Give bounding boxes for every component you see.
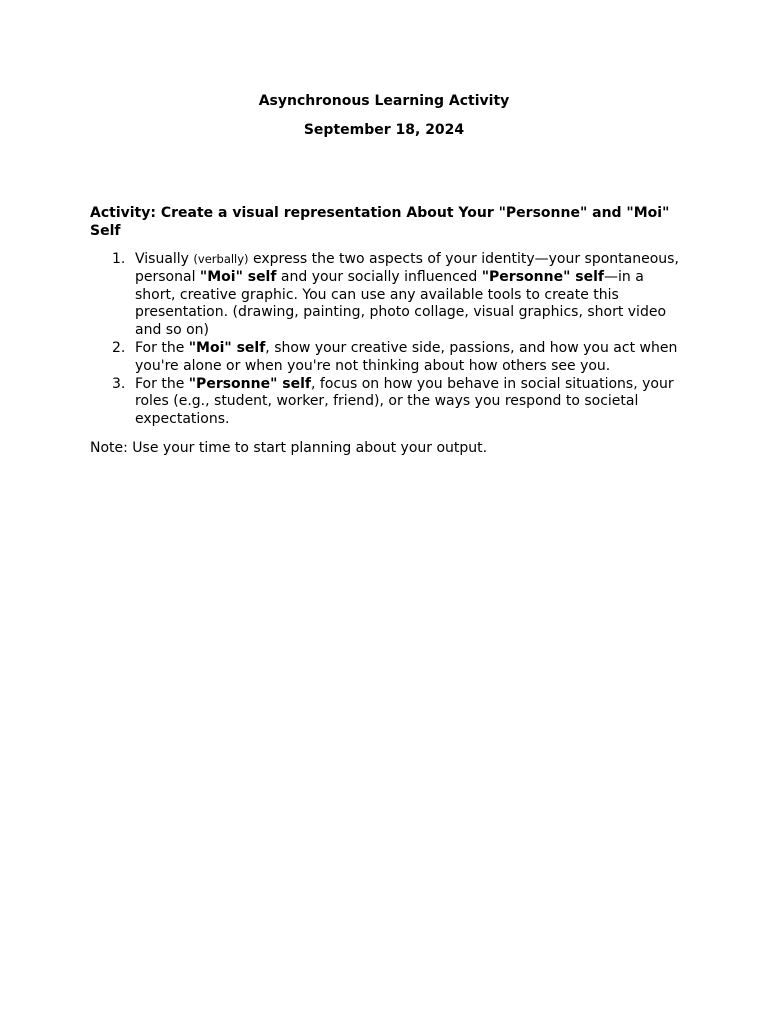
step-text: Visually <box>135 251 194 267</box>
step-text: express the two aspects of your identity—your spontaneous, personal <box>135 251 679 285</box>
step-bold-term: "Personne" self <box>188 375 311 392</box>
step-text: For the <box>135 339 189 356</box>
activity-steps-list <box>90 251 680 429</box>
step-text: For the <box>135 375 189 392</box>
list-item <box>90 376 680 429</box>
document-date: September 18, 2024 <box>303 122 465 138</box>
step-text: , show your creative side, passions, and how you act when you're alone or when you're not thinking about how others see you. <box>135 339 678 374</box>
step-number: 2. <box>112 339 126 356</box>
step-bold-term: "Moi" self <box>188 339 266 356</box>
step-text: —in a short, creative graphic. You can use any available tools to create this presentation. (drawing, painting, photo collage, visual graphics, short video and so on) <box>135 268 667 339</box>
step-number: 3. <box>112 375 126 392</box>
step-bold-term: "Moi" self <box>199 268 277 285</box>
step-text: , focus on how you behave in social situations, your roles (e.g., student, worker, friend), or the ways you respond to societal expectations. <box>135 375 674 428</box>
step-text: and your socially influenced <box>276 268 482 285</box>
activity-heading: Activity: Create a visual representation About Your "Personne" and "Moi" Self <box>90 205 670 239</box>
note-text: Note: Use your time to start planning about your output. <box>90 440 488 456</box>
step-text-small: (verbally) <box>193 252 249 266</box>
list-item <box>90 340 680 376</box>
step-number: 1. <box>112 251 126 267</box>
document-title: Asynchronous Learning Activity <box>258 93 510 109</box>
list-item <box>90 251 680 340</box>
step-bold-term: "Personne" self <box>481 268 604 285</box>
